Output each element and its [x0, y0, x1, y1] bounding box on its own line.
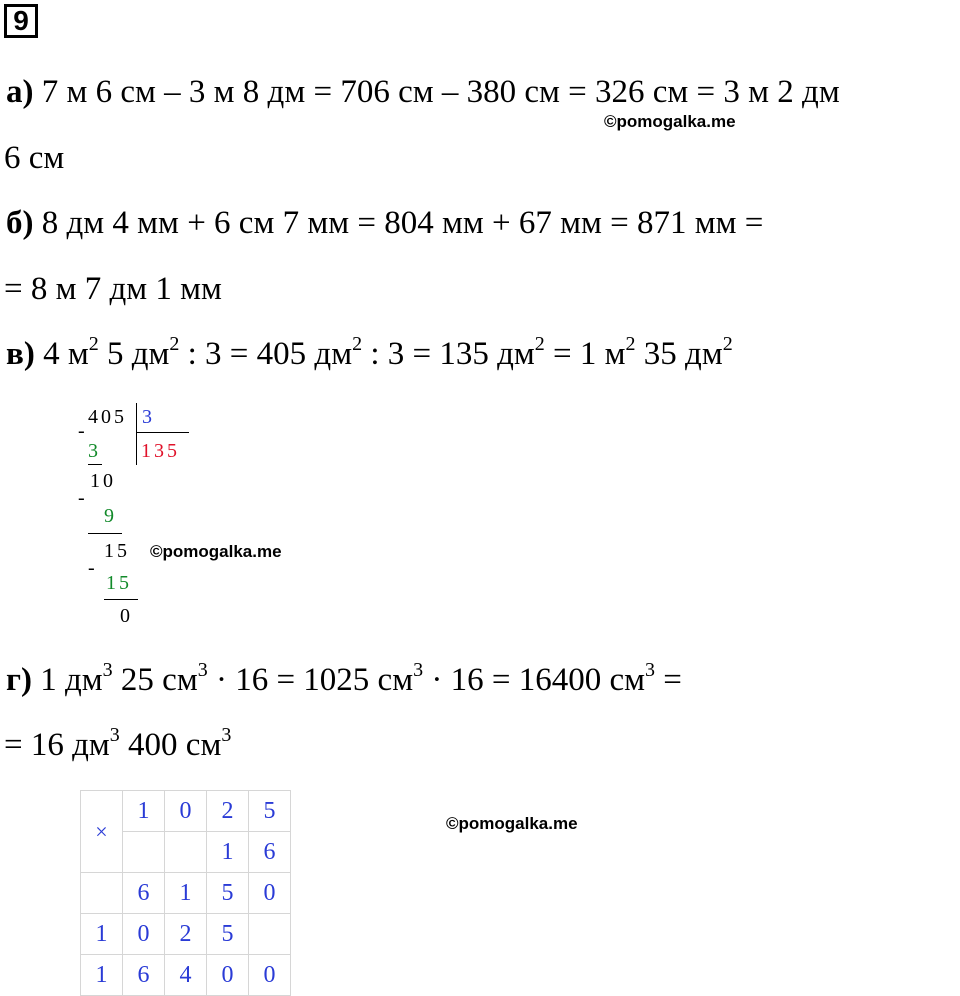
grid-cell: [165, 832, 207, 873]
label-v: в): [6, 336, 35, 372]
grid-cell: 5: [249, 791, 291, 832]
solution-a-line1: [6, 72, 840, 112]
grid-row: [81, 955, 291, 996]
expr-v-2: 5 дм: [98, 336, 170, 372]
expr-g-3: · 16 = 1025 см: [207, 662, 414, 698]
grid-cell: 1: [165, 873, 207, 914]
grid-cell: 1: [123, 791, 165, 832]
grid-cell: 1: [207, 832, 249, 873]
grid-cell: 0: [249, 873, 291, 914]
grid-cell: 0: [249, 955, 291, 996]
grid-cell: 2: [207, 791, 249, 832]
grid-cell: 0: [165, 791, 207, 832]
grid-cell: 1: [81, 955, 123, 996]
multiplication-grid: [80, 790, 291, 996]
expr-b: 8 дм 4 мм + 6 см 7 мм = 804 мм + 67 мм = 871 мм =: [33, 205, 764, 241]
dividend: 405: [88, 406, 127, 428]
grid-cell: 6: [123, 955, 165, 996]
task-number: 9: [4, 4, 38, 38]
solution-a-line2: 6 см: [4, 140, 65, 176]
solution-v-line1: [6, 334, 733, 374]
solution-g-line1: [6, 660, 682, 700]
exponent: 2: [352, 333, 363, 355]
label-b: б): [6, 205, 34, 241]
minus-sign: -: [88, 557, 98, 579]
exponent: 2: [534, 333, 545, 355]
grid-cell: 2: [165, 914, 207, 955]
watermark: ©pomogalka.me: [604, 112, 736, 131]
remainder-1: 10: [90, 470, 116, 492]
expr-g-6: = 16 дм: [4, 727, 110, 763]
watermark: ©pomogalka.me: [446, 814, 578, 833]
grid-cell: [81, 873, 123, 914]
label-a: а): [6, 74, 34, 110]
exponent: 3: [413, 659, 424, 681]
expr-a: 7 м 6 см – 3 м 8 дм = 706 см – 380 см = 326 см = 3 м 2 дм: [33, 74, 840, 110]
quotient: 135: [141, 440, 180, 462]
exponent: 3: [644, 659, 655, 681]
expr-v-1: 4 м: [34, 336, 89, 372]
division-bar-horizontal: [137, 432, 189, 433]
minus-sign: -: [78, 420, 88, 442]
expr-g-2: 25 см: [112, 662, 198, 698]
exponent: 2: [88, 333, 99, 355]
exponent: 3: [221, 724, 232, 746]
divisor: 3: [142, 406, 155, 428]
grid-cell: 1: [81, 914, 123, 955]
subtrahend-2: 9: [104, 505, 117, 527]
multiply-sign: ×: [81, 791, 123, 873]
grid-cell: 0: [207, 955, 249, 996]
grid-row: [81, 914, 291, 955]
grid-row: [81, 791, 291, 832]
grid-cell: 5: [207, 914, 249, 955]
exponent: 2: [625, 333, 636, 355]
expr-v-5: = 1 м: [544, 336, 626, 372]
subtrahend-1: 3: [88, 440, 101, 462]
exponent: 2: [722, 333, 733, 355]
expr-v-3: : 3 = 405 дм: [179, 336, 353, 372]
label-g: г): [6, 662, 32, 698]
expr-g-4: · 16 = 16400 см: [423, 662, 645, 698]
solution-b-line1: [6, 203, 763, 243]
minus-sign: -: [78, 487, 88, 509]
division-bar-vertical: [136, 403, 137, 465]
final-remainder: 0: [120, 605, 133, 627]
exponent: 3: [197, 659, 208, 681]
exponent: 2: [169, 333, 180, 355]
expr-v-4: : 3 = 135 дм: [362, 336, 535, 372]
grid-row: [81, 873, 291, 914]
division-line: [104, 599, 138, 600]
expr-g-7: 400 см: [119, 727, 222, 763]
exponent: 3: [102, 659, 113, 681]
grid-cell: 0: [123, 914, 165, 955]
subtrahend-3: 15: [106, 572, 132, 594]
division-line: [88, 533, 122, 534]
expr-v-6: 35 дм: [635, 336, 723, 372]
division-line: [88, 464, 102, 465]
solution-g-line2: [4, 725, 231, 765]
grid-cell: 4: [165, 955, 207, 996]
remainder-2: 15: [104, 540, 130, 562]
grid-cell: 6: [249, 832, 291, 873]
exponent: 3: [109, 724, 120, 746]
expr-g-1: 1 дм: [31, 662, 103, 698]
grid-cell: 6: [123, 873, 165, 914]
watermark: ©pomogalka.me: [150, 542, 282, 561]
grid-cell: [249, 914, 291, 955]
expr-g-5: =: [654, 662, 682, 698]
solution-b-line2: = 8 м 7 дм 1 мм: [4, 271, 222, 307]
grid-cell: [123, 832, 165, 873]
grid-cell: 5: [207, 873, 249, 914]
